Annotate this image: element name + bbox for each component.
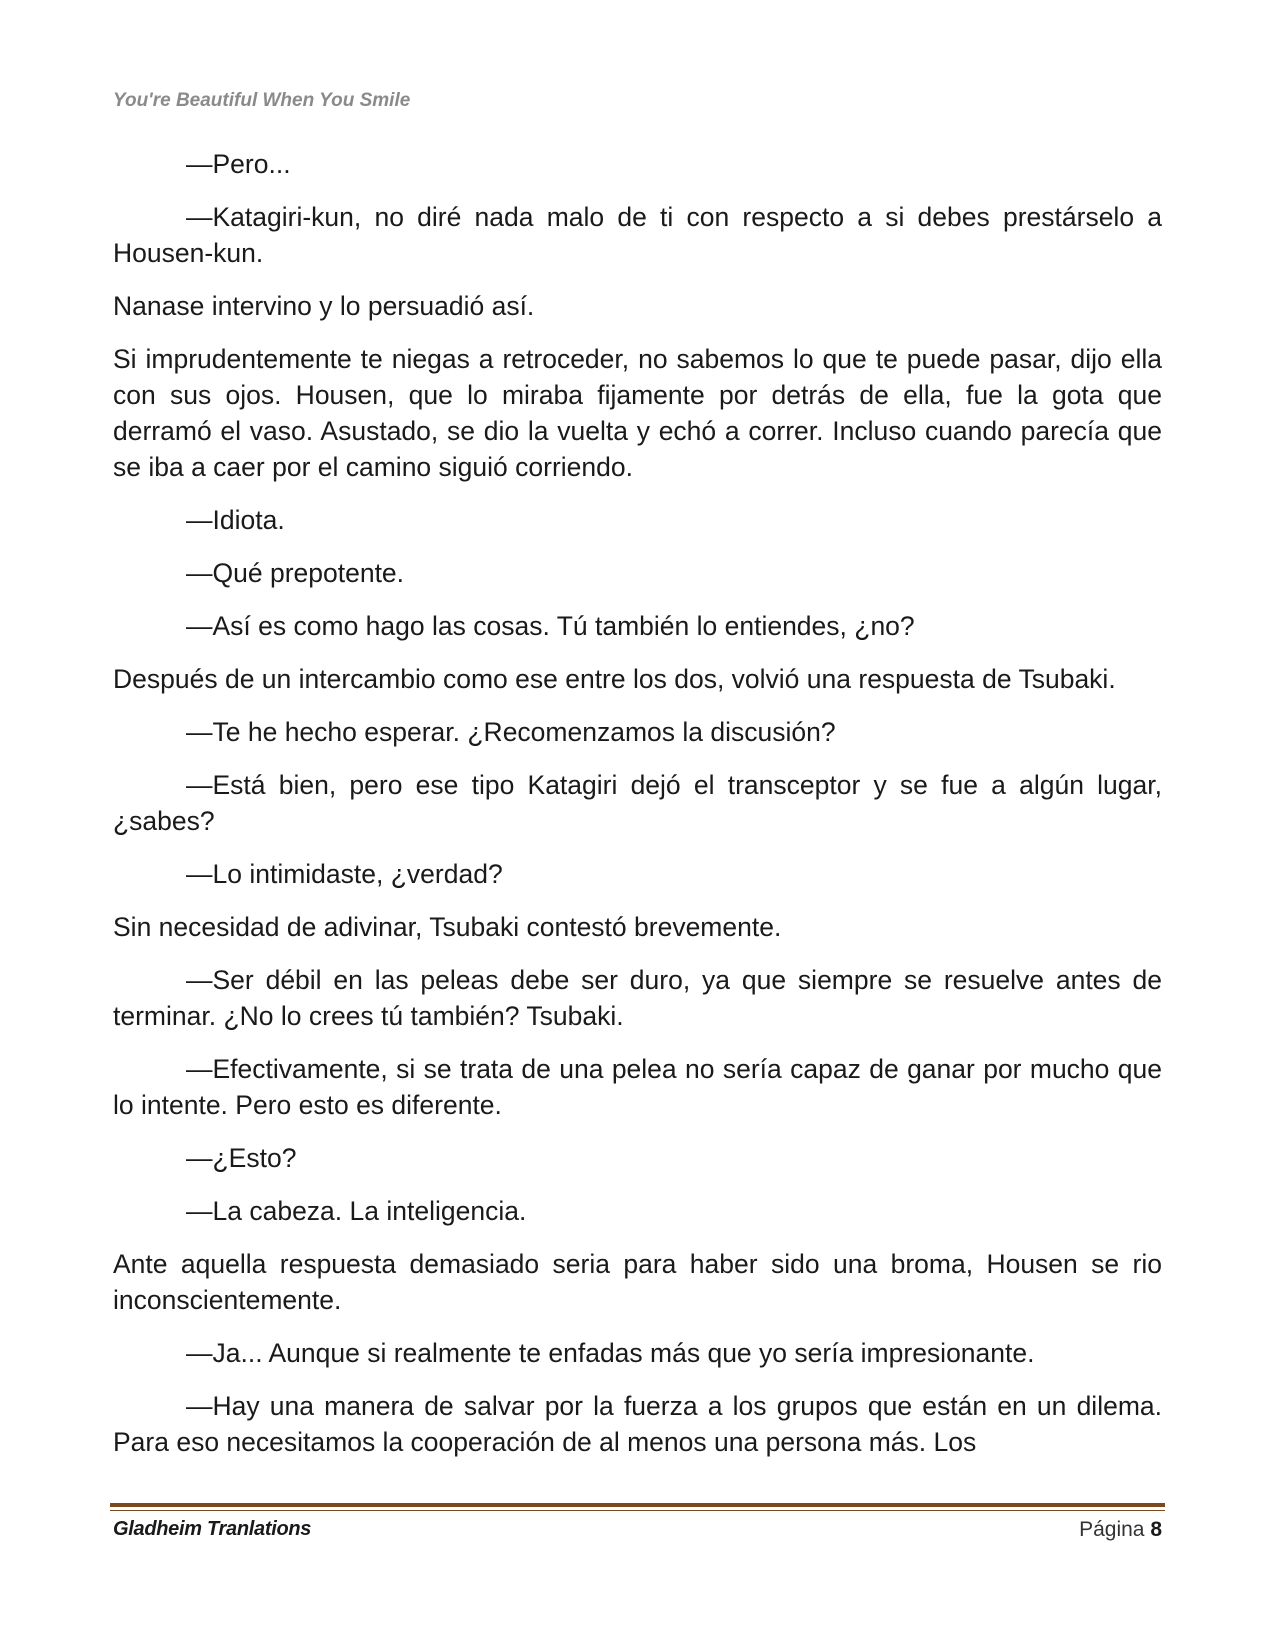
page-label: Página (1079, 1518, 1145, 1541)
paragraph: —Lo intimidaste, ¿verdad? (186, 859, 503, 889)
paragraph: —La cabeza. La inteligencia. (186, 1196, 527, 1226)
paragraph: —Qué prepotente. (186, 558, 405, 588)
paragraph: —Así es como hago las cosas. Tú también lo entiendes, ¿no? (186, 611, 915, 641)
paragraph: Ante aquella respuesta demasiado seria para haber sido una broma, Housen se rio inconscientemente. (113, 1249, 1162, 1315)
paragraph: Después de un intercambio como ese entre los dos, volvió una respuesta de Tsubaki. (113, 664, 1116, 694)
paragraph: —Efectivamente, si se trata de una pelea no sería capaz de ganar por mucho que lo intente. Pero esto es diferente. (113, 1054, 1162, 1120)
paragraph: —Hay una manera de salvar por la fuerza a los grupos que están en un dilema. Para eso necesitamos la cooperación de al menos una persona más. Los (113, 1391, 1162, 1457)
paragraph: —¿Esto? (186, 1143, 297, 1173)
paragraph: —Katagiri-kun, no diré nada malo de ti con respecto a si debes prestárselo a Housen-kun. (113, 202, 1162, 268)
paragraph: —Ser débil en las peleas debe ser duro, ya que siempre se resuelve antes de terminar. ¿No lo crees tú también? Tsubaki. (113, 965, 1162, 1031)
footer-publisher: Gladheim Tranlations (113, 1518, 312, 1540)
paragraph: —Está bien, pero ese tipo Katagiri dejó el transceptor y se fue a algún lugar, ¿sabes? (113, 770, 1162, 836)
footer-divider-thin (110, 1510, 1165, 1511)
paragraph: —Idiota. (186, 505, 285, 535)
paragraph: Sin necesidad de adivinar, Tsubaki contestó brevemente. (113, 912, 782, 942)
running-header-title: You're Beautiful When You Smile (113, 90, 411, 111)
paragraph: Si imprudentemente te niegas a retroceder, no sabemos lo que te puede pasar, dijo ella con sus ojos. Housen, que lo miraba fijamente por detrás de ella, fue la gota que derramó el vaso. Asustado, se dio la vuelta y echó a correr. Incluso cuando parecía que se iba a caer por el camino siguió corriendo. (113, 344, 1162, 482)
footer-divider (110, 1503, 1165, 1507)
footer-page-indicator (1079, 1518, 1162, 1542)
body-text (113, 146, 1162, 1477)
paragraph: —Pero... (186, 149, 291, 179)
page-number: 8 (1150, 1518, 1162, 1541)
paragraph: —Te he hecho esperar. ¿Recomenzamos la discusión? (186, 717, 836, 747)
paragraph: —Ja... Aunque si realmente te enfadas más que yo sería impresionante. (186, 1338, 1035, 1368)
paragraph: Nanase intervino y lo persuadió así. (113, 291, 535, 321)
